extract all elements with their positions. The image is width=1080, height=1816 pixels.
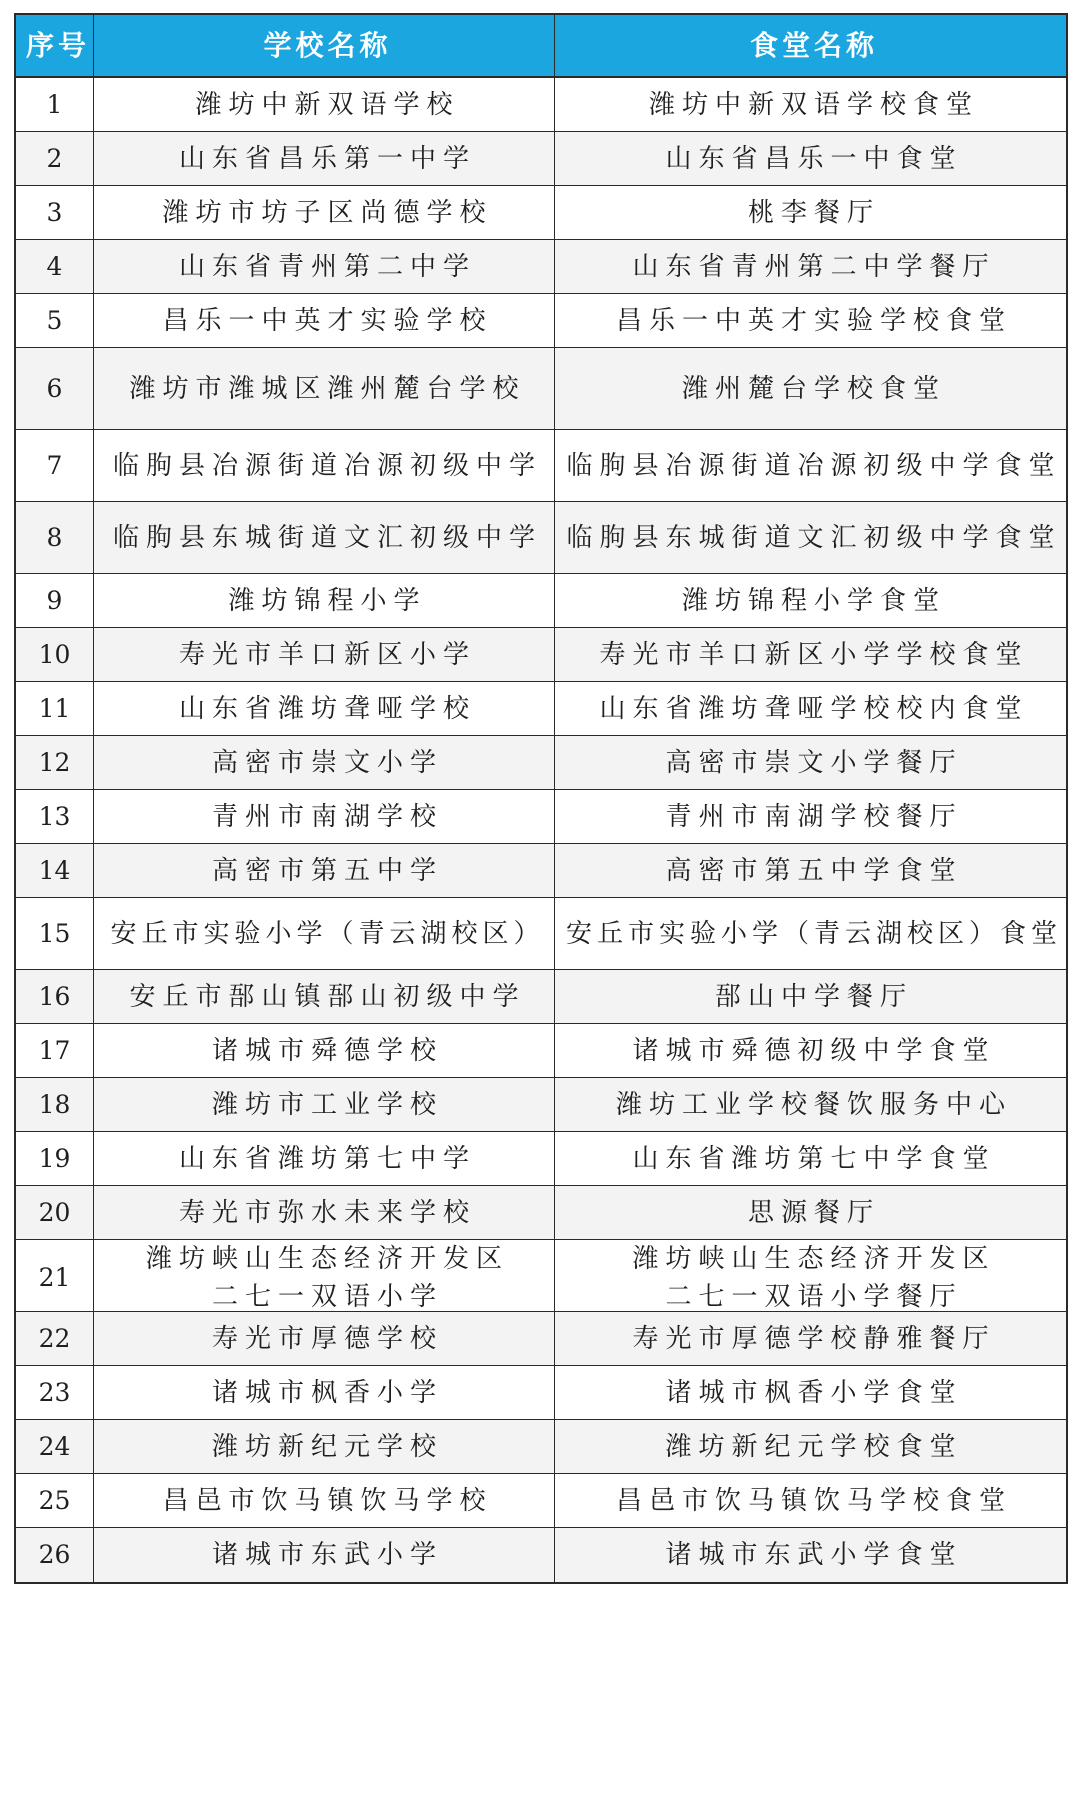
canteen-name-line: 二七一双语小学餐厅 — [665, 1282, 963, 1312]
school-name: 寿光市弥水未来学校 — [93, 1186, 554, 1239]
canteen-name: 山东省昌乐一中食堂 — [554, 132, 1066, 185]
school-name: 潍坊市潍城区潍州麓台学校 — [93, 348, 554, 429]
canteen-name: 诸城市东武小学食堂 — [554, 1528, 1066, 1582]
row-index: 22 — [38, 1323, 71, 1353]
school-name: 山东省潍坊聋哑学校 — [93, 682, 554, 735]
school-name: 青州市南湖学校 — [93, 790, 554, 843]
canteen-name-line: 潍坊峡山生态经济开发区 — [632, 1244, 996, 1274]
row-index: 19 — [38, 1143, 71, 1173]
canteen-name: 诸城市舜德初级中学食堂 — [554, 1024, 1066, 1077]
row-index: 26 — [38, 1540, 71, 1569]
school-name: 昌邑市饮马镇饮马学校 — [93, 1474, 554, 1527]
school-name: 诸城市枫香小学 — [93, 1366, 554, 1419]
table-row — [16, 502, 1066, 574]
school-name-line: 潍坊峡山生态经济开发区 — [145, 1244, 509, 1274]
row-index: 12 — [38, 747, 71, 777]
table-row — [16, 1132, 1066, 1186]
school-name: 寿光市厚德学校 — [93, 1312, 554, 1365]
school-name: 高密市崇文小学 — [93, 736, 554, 789]
canteen-name — [554, 1240, 1066, 1316]
row-index: 18 — [38, 1089, 71, 1119]
table-row — [16, 1528, 1066, 1582]
table-row — [16, 348, 1066, 430]
canteen-name: 山东省潍坊第七中学食堂 — [554, 1132, 1066, 1185]
school-name: 寿光市羊口新区小学 — [93, 628, 554, 681]
table-row — [16, 1078, 1066, 1132]
row-index: 8 — [46, 522, 63, 552]
table-row — [16, 736, 1066, 790]
canteen-name: 临朐县东城街道文汇初级中学食堂 — [554, 502, 1066, 573]
table-row — [16, 574, 1066, 628]
row-index: 10 — [38, 639, 71, 669]
school-name: 诸城市舜德学校 — [93, 1024, 554, 1077]
table-row — [16, 430, 1066, 502]
row-index: 1 — [46, 89, 63, 119]
row-index: 3 — [46, 197, 63, 227]
table-row — [16, 1024, 1066, 1078]
table-row — [16, 898, 1066, 970]
table-row — [16, 132, 1066, 186]
table-row — [16, 1186, 1066, 1240]
table-row — [16, 294, 1066, 348]
row-index: 4 — [46, 251, 63, 281]
canteen-name: 昌邑市饮马镇饮马学校食堂 — [554, 1474, 1066, 1527]
table-row — [16, 1474, 1066, 1528]
row-index: 6 — [46, 373, 63, 403]
school-name: 安丘市郚山镇郚山初级中学 — [93, 970, 554, 1023]
canteen-name: 桃李餐厅 — [554, 186, 1066, 239]
canteen-name: 青州市南湖学校餐厅 — [554, 790, 1066, 843]
row-index: 7 — [46, 450, 63, 480]
school-canteen-table — [14, 13, 1068, 1584]
canteen-name: 诸城市枫香小学食堂 — [554, 1366, 1066, 1419]
row-index: 14 — [38, 855, 71, 885]
table-row — [16, 240, 1066, 294]
canteen-name: 高密市第五中学食堂 — [554, 844, 1066, 897]
canteen-name: 昌乐一中英才实验学校食堂 — [554, 294, 1066, 347]
school-name — [93, 1240, 554, 1316]
row-index: 15 — [38, 918, 71, 948]
school-name: 潍坊锦程小学 — [93, 574, 554, 627]
table-header-row — [16, 15, 1066, 78]
table-row — [16, 1240, 1066, 1312]
canteen-name: 安丘市实验小学（青云湖校区）食堂 — [554, 898, 1066, 969]
canteen-name: 高密市崇文小学餐厅 — [554, 736, 1066, 789]
canteen-name: 思源餐厅 — [554, 1186, 1066, 1239]
table-row — [16, 790, 1066, 844]
table-row — [16, 1420, 1066, 1474]
row-index: 25 — [38, 1485, 71, 1515]
canteen-name: 潍坊工业学校餐饮服务中心 — [554, 1078, 1066, 1131]
row-index: 2 — [46, 143, 63, 173]
row-index: 23 — [38, 1377, 71, 1407]
header-index: 序号 — [25, 28, 90, 62]
canteen-name: 郚山中学餐厅 — [554, 970, 1066, 1023]
row-index: 11 — [38, 693, 71, 723]
school-name: 诸城市东武小学 — [93, 1528, 554, 1582]
table-row — [16, 1366, 1066, 1420]
school-name: 山东省潍坊第七中学 — [93, 1132, 554, 1185]
table-row — [16, 844, 1066, 898]
school-name: 潍坊市工业学校 — [93, 1078, 554, 1131]
canteen-name: 潍坊锦程小学食堂 — [554, 574, 1066, 627]
school-name: 高密市第五中学 — [93, 844, 554, 897]
school-name: 潍坊新纪元学校 — [93, 1420, 554, 1473]
canteen-name: 潍州麓台学校食堂 — [554, 348, 1066, 429]
table-row — [16, 628, 1066, 682]
header-school-name: 学校名称 — [93, 15, 554, 76]
canteen-name: 山东省潍坊聋哑学校校内食堂 — [554, 682, 1066, 735]
school-name-line: 二七一双语小学 — [211, 1282, 443, 1312]
row-index: 5 — [46, 305, 63, 335]
school-name: 山东省青州第二中学 — [93, 240, 554, 293]
school-name: 临朐县东城街道文汇初级中学 — [93, 502, 554, 573]
canteen-name: 临朐县冶源街道冶源初级中学食堂 — [554, 430, 1066, 501]
row-index: 16 — [38, 981, 71, 1011]
school-name: 山东省昌乐第一中学 — [93, 132, 554, 185]
table-row — [16, 970, 1066, 1024]
school-name: 安丘市实验小学（青云湖校区） — [93, 898, 554, 969]
table-row — [16, 1312, 1066, 1366]
table-row — [16, 78, 1066, 132]
canteen-name: 潍坊新纪元学校食堂 — [554, 1420, 1066, 1473]
row-index: 21 — [38, 1263, 71, 1292]
canteen-name: 寿光市羊口新区小学学校食堂 — [554, 628, 1066, 681]
header-canteen-name: 食堂名称 — [554, 15, 1066, 76]
table-row — [16, 186, 1066, 240]
row-index: 13 — [38, 801, 71, 831]
school-name: 临朐县冶源街道冶源初级中学 — [93, 430, 554, 501]
row-index: 24 — [38, 1431, 71, 1461]
canteen-name: 潍坊中新双语学校食堂 — [554, 78, 1066, 131]
school-name: 潍坊中新双语学校 — [93, 78, 554, 131]
school-name: 昌乐一中英才实验学校 — [93, 294, 554, 347]
canteen-name: 山东省青州第二中学餐厅 — [554, 240, 1066, 293]
row-index: 9 — [46, 585, 63, 615]
canteen-name: 寿光市厚德学校静雅餐厅 — [554, 1312, 1066, 1365]
school-name: 潍坊市坊子区尚德学校 — [93, 186, 554, 239]
row-index: 17 — [38, 1035, 71, 1065]
table-row — [16, 682, 1066, 736]
row-index: 20 — [38, 1197, 71, 1227]
